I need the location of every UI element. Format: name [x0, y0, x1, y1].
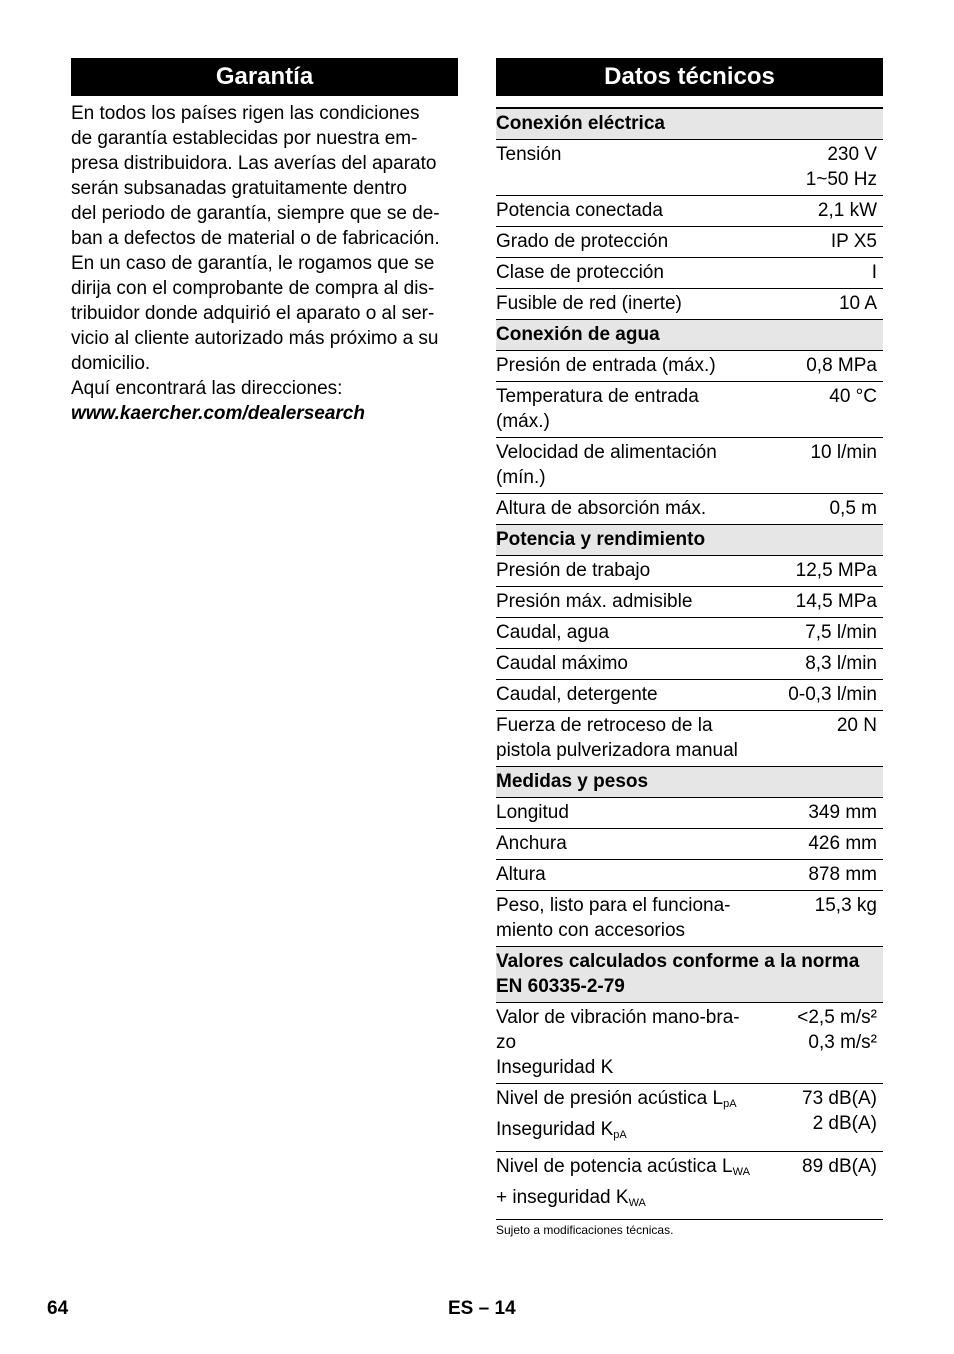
spec-group-title: Medidas y pesos	[496, 767, 883, 798]
spec-label: Caudal, agua	[496, 618, 751, 649]
spec-label: Temperatura de entrada (máx.)	[496, 382, 751, 438]
address-intro: Aquí encontrará las direcciones:	[71, 378, 343, 399]
spec-value: 0,5 m	[751, 494, 883, 525]
warranty-line: domicilio.	[71, 353, 151, 374]
spec-group-header	[496, 320, 883, 351]
warranty-line: del periodo de garantía, siempre que se de-	[71, 203, 440, 224]
spec-value: 0,8 MPa	[751, 351, 883, 382]
spec-group-title: Potencia y rendimiento	[496, 525, 883, 556]
spec-value: 40 °C	[751, 382, 883, 438]
spec-value: I	[751, 258, 883, 289]
spec-group-title: Conexión de agua	[496, 320, 883, 351]
spec-value: 8,3 l/min	[751, 649, 883, 680]
spec-value: 89 dB(A)	[751, 1152, 883, 1220]
spec-row	[496, 891, 883, 947]
spec-value: 12,5 MPa	[751, 556, 883, 587]
spec-value: 230 V 1~50 Hz	[751, 140, 883, 196]
spec-label: Velocidad de alimentación (mín.)	[496, 438, 751, 494]
spec-row	[496, 649, 883, 680]
warranty-text	[71, 101, 458, 426]
tech-data-title: Datos técnicos	[496, 58, 883, 96]
spec-row	[496, 140, 883, 196]
spec-label: Clase de protección	[496, 258, 751, 289]
footer-section	[448, 1298, 516, 1320]
spec-row	[496, 1152, 883, 1220]
spec-label: Potencia conectada	[496, 196, 751, 227]
spec-value: 426 mm	[751, 829, 883, 860]
spec-table	[496, 107, 883, 1220]
spec-group-header	[496, 947, 883, 1003]
warranty-line: vicio al cliente autorizado más próximo a su	[71, 328, 439, 349]
spec-value: 7,5 l/min	[751, 618, 883, 649]
spec-row	[496, 860, 883, 891]
dealer-search-link[interactable]: www.kaercher.com/dealersearch	[71, 403, 365, 424]
spec-label: Altura	[496, 860, 751, 891]
spec-row	[496, 680, 883, 711]
spec-label: Caudal, detergente	[496, 680, 751, 711]
warranty-line: serán subsanadas gratuitamente dentro	[71, 178, 407, 199]
spec-value: 20 N	[751, 711, 883, 767]
footer-lang: ES	[448, 1298, 474, 1319]
spec-label: Tensión	[496, 140, 751, 196]
spec-label: Caudal máximo	[496, 649, 751, 680]
spec-row	[496, 196, 883, 227]
spec-label: Valor de vibración mano-bra- zo Inseguridad K	[496, 1003, 751, 1084]
spec-group-title: Conexión eléctrica	[496, 108, 883, 140]
spec-group-header	[496, 525, 883, 556]
spec-row	[496, 351, 883, 382]
spec-label: Fusible de red (inerte)	[496, 289, 751, 320]
warranty-line: En un caso de garantía, le rogamos que se	[71, 253, 435, 274]
spec-value: 14,5 MPa	[751, 587, 883, 618]
spec-row	[496, 289, 883, 320]
spec-row	[496, 587, 883, 618]
spec-value: 878 mm	[751, 860, 883, 891]
spec-label: Nivel de presión acústica $L_{pA}$ Inseguridad $K_{pA}$	[496, 1084, 751, 1152]
spec-value: 15,3 kg	[751, 891, 883, 947]
spec-label: Longitud	[496, 798, 751, 829]
warranty-line: ban a defectos de material o de fabricación.	[71, 228, 440, 249]
footer-dash: –	[478, 1298, 490, 1319]
spec-row	[496, 618, 883, 649]
spec-value: 73 dB(A) 2 dB(A)	[751, 1084, 883, 1152]
spec-row	[496, 798, 883, 829]
spec-row	[496, 829, 883, 860]
spec-value: 0-0,3 l/min	[751, 680, 883, 711]
spec-label: Nivel de potencia acústica $L_{WA}$ + inseguridad $K_{WA}$	[496, 1152, 751, 1220]
spec-group-header	[496, 767, 883, 798]
spec-value: 2,1 kW	[751, 196, 883, 227]
warranty-column	[71, 58, 458, 426]
warranty-line: tribuidor donde adquirió el aparato o al ser-	[71, 303, 435, 324]
warranty-line: En todos los países rigen las condiciones	[71, 103, 420, 124]
spec-value: IP X5	[751, 227, 883, 258]
spec-label: Fuerza de retroceso de la pistola pulverizadora manual	[496, 711, 751, 767]
spec-row	[496, 556, 883, 587]
spec-row	[496, 711, 883, 767]
spec-label: Presión de trabajo	[496, 556, 751, 587]
spec-label: Altura de absorción máx.	[496, 494, 751, 525]
spec-row	[496, 227, 883, 258]
spec-row	[496, 494, 883, 525]
spec-label: Grado de protección	[496, 227, 751, 258]
modification-note: Sujeto a modificaciones técnicas.	[496, 1223, 674, 1237]
spec-label: Peso, listo para el funciona- miento con accesorios	[496, 891, 751, 947]
spec-label: Anchura	[496, 829, 751, 860]
spec-group-header	[496, 108, 883, 140]
spec-group-title: Valores calculados conforme a la norma EN 60335-2-79	[496, 947, 883, 1003]
spec-row	[496, 438, 883, 494]
page-number: 64	[47, 1298, 69, 1319]
spec-value: 349 mm	[751, 798, 883, 829]
spec-row	[496, 1084, 883, 1152]
spec-label: Presión máx. admisible	[496, 587, 751, 618]
spec-row	[496, 1003, 883, 1084]
spec-row	[496, 382, 883, 438]
warranty-line: de garantía establecidas por nuestra em-	[71, 128, 418, 149]
spec-value: 10 A	[751, 289, 883, 320]
tech-data-column	[496, 58, 883, 1237]
spec-value: 10 l/min	[751, 438, 883, 494]
footer-section-page: 14	[494, 1298, 516, 1319]
spec-value: <2,5 m/s² 0,3 m/s²	[751, 1003, 883, 1084]
spec-label: Presión de entrada (máx.)	[496, 351, 751, 382]
spec-row	[496, 258, 883, 289]
warranty-line: presa distribuidora. Las averías del aparato	[71, 153, 437, 174]
warranty-line: dirija con el comprobante de compra al dis-	[71, 278, 435, 299]
warranty-title: Garantía	[71, 58, 458, 96]
